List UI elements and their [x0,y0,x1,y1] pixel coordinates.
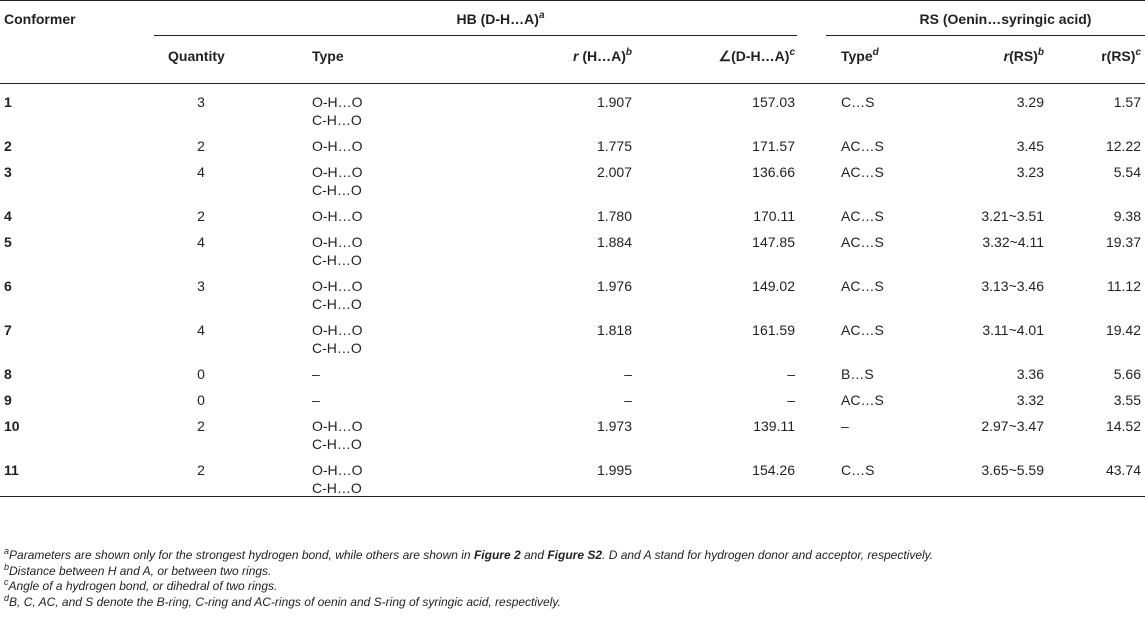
type-cell [306,84,480,129]
table-row [0,408,1145,452]
rs-type-cell: AC…S [841,208,884,224]
type-cell [306,452,480,497]
type-cell [306,154,480,198]
table-row [0,154,1145,198]
conformer-cell: 4 [4,208,12,224]
type-line: C-H…O [312,296,362,312]
type-line: C-H…O [312,436,362,452]
type-cell [306,408,480,452]
angle-cell: 157.03 [752,94,795,110]
type-line: C-H…O [312,182,362,198]
rs-type-cell: C…S [841,462,875,478]
rs-r-cell: 3.36 [1016,366,1044,382]
angle-cell: 147.85 [752,234,795,250]
quantity-cell: 2 [197,208,205,224]
group-header-row [0,1,1145,36]
angle-cell: 171.57 [752,138,795,154]
footnotes [4,548,933,610]
angle-cell: 170.11 [753,208,795,224]
rs-r-cell: 2.97~3.47 [981,418,1044,434]
quantity-cell: 2 [197,418,205,434]
rs-type-cell: AC…S [841,322,884,338]
conformer-cell: 8 [4,366,12,382]
r-ha-cell: 1.884 [596,234,632,250]
conformer-cell: 7 [4,322,12,338]
angle-cell: 161.59 [752,322,795,338]
rs-r-cell: 3.65~5.59 [981,462,1044,478]
conformer-cell: 2 [4,138,12,154]
rs-r-header: r(RS)$^b$ [1003,47,1044,64]
table-row [0,198,1145,224]
rs-type-cell: AC…S [841,234,884,250]
quantity-cell: 2 [197,138,205,154]
table-body [0,84,1145,497]
rs-r2-cell: 5.66 [1113,366,1141,382]
rs-r-cell: 3.45 [1016,138,1044,154]
conformer-cell: 5 [4,234,12,250]
r-ha-cell: 1.973 [596,418,632,434]
rs-r-cell: 3.32~4.11 [982,234,1044,250]
r-ha-cell: 2.007 [596,164,632,180]
rs-r2-cell: 43.74 [1105,462,1141,478]
angle-cell: 149.02 [752,278,795,294]
rs-type-cell: AC…S [841,392,884,408]
angle-cell: 139.11 [753,418,795,434]
type-line: O-H…O [312,418,363,434]
type-line: O-H…O [312,462,363,478]
rs-r2-cell: 19.42 [1105,322,1141,338]
angle-header: ∠(D-H…A)$^c$ [718,47,795,64]
rs-r2-cell: 14.52 [1105,418,1141,434]
r-ha-cell: 1.995 [596,462,632,478]
r-ha-cell: – [624,392,632,408]
rs-type-cell: – [841,418,849,434]
rs-type-cell: C…S [841,94,875,110]
conformer-cell: 6 [4,278,12,294]
type-line: C-H…O [312,112,362,128]
footnote-b: $^b$Distance between H and A, or between two rings. [4,561,272,578]
quantity-cell: 4 [197,234,205,250]
conformer-header: Conformer [4,11,76,27]
type-line: C-H…O [312,252,362,268]
rs-type-cell: AC…S [841,278,884,294]
quantity-cell: 4 [197,164,205,180]
type-line: O-H…O [312,208,363,224]
angle-cell: – [787,392,795,408]
table-row [0,312,1145,356]
type-cell [306,382,480,408]
type-line: C-H…O [312,340,362,356]
quantity-header: Quantity [168,48,225,64]
rs-r2-cell: 9.38 [1113,208,1141,224]
type-line: O-H…O [312,94,363,110]
conformer-cell: 11 [4,462,19,478]
footnote-c: $^c$Angle of a hydrogen bond, or dihedral of two rings. [4,577,278,594]
rs-r-cell: 3.32 [1016,392,1044,408]
rs-r-cell: 3.11~4.01 [982,322,1044,338]
rs-type-cell: AC…S [841,138,884,154]
table-row [0,84,1145,129]
table-row [0,356,1145,382]
type-cell [306,268,480,312]
quantity-cell: 0 [197,392,205,408]
angle-cell: 154.26 [752,462,795,478]
quantity-cell: 2 [197,462,205,478]
type-line: O-H…O [312,322,363,338]
angle-cell: – [787,366,795,382]
r-ha-cell: 1.780 [596,208,632,224]
conformer-cell: 3 [4,164,12,180]
rs-r2-cell: 19.37 [1105,234,1141,250]
rs-r2-cell: 12.22 [1105,138,1141,154]
column-header-row [0,36,1145,84]
rs-type-cell: B…S [841,366,874,382]
rs-r-cell: 3.21~3.51 [981,208,1044,224]
footnote-a: $^a$Parameters are shown only for the strongest hydrogen bond, while others are shown in Figure 2 and Figure S2. D and A stand for hydrogen donor and acceptor, respectively. [4,546,934,562]
r-ha-cell: 1.775 [596,138,632,154]
quantity-cell: 3 [197,278,205,294]
type-line: C-H…O [312,480,362,496]
r-ha-cell: 1.818 [596,322,632,338]
footnote-d: $^d$B, C, AC, and S denote the B-ring, C-ring and AC-rings of oenin and S-ring of syringic acid, respectively. [4,592,561,609]
r-ha-cell: 1.976 [596,278,632,294]
rs-r-cell: 3.29 [1016,94,1044,110]
table-row [0,382,1145,408]
angle-cell: 136.66 [752,164,795,180]
type-cell [306,312,480,356]
conformer-cell: 9 [4,392,12,408]
rs-r-cell: 3.23 [1016,164,1044,180]
hb-group-header: HB (D-H…A)$^a$ [154,1,797,36]
rs-r-cell: 3.13~3.46 [981,278,1044,294]
conformer-cell: 10 [4,418,20,434]
type-line: O-H…O [312,164,363,180]
type-line: O-H…O [312,278,363,294]
rs-r2-cell: 3.55 [1113,392,1141,408]
rs-type-header: Type$^d$ [841,47,879,64]
quantity-cell: 4 [197,322,205,338]
type-line: O-H…O [312,138,363,154]
type-line: O-H…O [312,234,363,250]
quantity-cell: 3 [197,94,205,110]
table-row [0,224,1145,268]
rs-r2-cell: 11.12 [1107,278,1141,294]
table-row [0,268,1145,312]
type-cell [306,224,480,268]
rs-r2-cell: 1.57 [1113,94,1141,110]
conformer-cell: 1 [4,94,12,110]
type-cell [306,198,480,224]
rs-group-header: RS (Oenin…syringic acid) [826,1,1145,36]
type-header: Type [312,48,344,64]
table-row [0,452,1145,497]
type-line: – [312,366,320,382]
table-row [0,128,1145,154]
r-ha-header: r (H…A)$^b$ [573,47,632,64]
r-ha-cell: 1.907 [596,94,632,110]
type-cell [306,356,480,382]
type-cell [306,128,480,154]
rs-r2-header: r(RS)$^c$ [1101,47,1141,64]
type-line: – [312,392,320,408]
quantity-cell: 0 [197,366,205,382]
r-ha-cell: – [624,366,632,382]
rs-type-cell: AC…S [841,164,884,180]
rs-r2-cell: 5.54 [1113,164,1141,180]
